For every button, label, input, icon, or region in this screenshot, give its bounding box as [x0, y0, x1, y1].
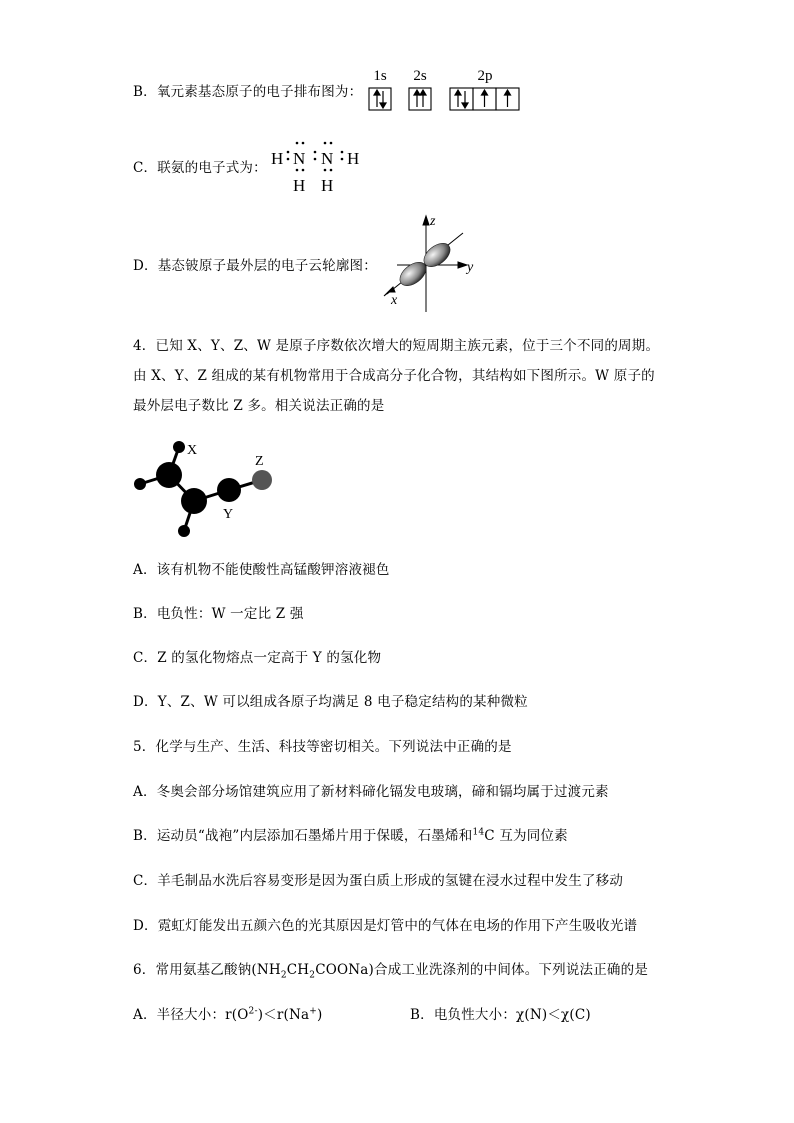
q5-option-b-isotope-mass: 14: [472, 827, 485, 838]
oxygen-orbital-diagram: [360, 66, 530, 114]
q5-option-a: A．冬奥会部分场馆建筑应用了新材料碲化镉发电玻璃，碲和镉均属于过渡元素: [133, 784, 609, 800]
q6-option-a: [133, 1005, 323, 1025]
lewis-h-left: H: [271, 149, 284, 168]
q4-option-d: D．Y、Z、W 可以组成各原子均满足 8 电子稳定结构的某种微粒: [133, 694, 528, 710]
q5-stem: 5．化学与生产、生活、科技等密切相关。下列说法中正确的是: [133, 739, 512, 755]
q6-option-a-sup-2: +: [309, 1006, 318, 1017]
orbital-box-2s: [409, 88, 431, 110]
atom-z: [252, 470, 272, 490]
q6-stem-sub-1: 2: [280, 970, 287, 981]
label-y: Y: [223, 507, 234, 522]
q6-stem-post: COONa)合成工业洗涤剂的中间体。下列说法正确的是: [315, 962, 649, 978]
lewis-n-right: N: [321, 149, 334, 168]
q6-option-a-pre: A．半径大小：r(O: [133, 1007, 249, 1023]
q3-option-c-text: C．联氨的电子式为：: [133, 160, 267, 176]
hydrazine-lewis-structure: [266, 136, 370, 198]
label-x: X: [187, 443, 198, 458]
lewis-h-right: H: [347, 149, 360, 168]
q6-option-a-mid: )＜r(Na: [257, 1007, 310, 1023]
orbital-label-1s: 1s: [373, 68, 387, 84]
q5-option-d: D．霓虹灯能发出五颜六色的光其原因是灯管中的气体在电场的作用下产生吸收光谱: [133, 918, 638, 934]
q4-option-c: C．Z 的氢化物熔点一定高于 Y 的氢化物: [133, 650, 382, 666]
q4-option-a: A．该有机物不能使酸性高锰酸钾溶液褪色: [133, 562, 390, 578]
atom-c-upper: [156, 462, 182, 488]
y-axis-label: y: [467, 260, 474, 275]
atom-h-left: [134, 478, 146, 490]
q5-option-b: [133, 826, 568, 846]
z-axis-label: z: [430, 214, 436, 229]
lewis-h-bottom-right: H: [321, 176, 334, 195]
atom-y: [217, 478, 241, 502]
orbital-label-2s: 2s: [413, 68, 427, 84]
q4-option-b: B．电负性：W 一定比 Z 强: [133, 606, 304, 622]
q5-option-b-pre: B．运动员“战袍”内层添加石墨烯片用于保暖，石墨烯和: [133, 828, 473, 844]
q5-option-c: C．羊毛制品水洗后容易变形是因为蛋白质上形成的氢键在浸水过程中发生了移动: [133, 873, 624, 889]
lewis-h-bottom-left: H: [293, 176, 306, 195]
q6-stem-mid: CH: [286, 962, 310, 978]
lewis-n-left: N: [293, 149, 306, 168]
q3-option-b-text: B．氧元素基态原子的电子排布图为：: [133, 84, 363, 100]
atom-h-bottom: [178, 525, 190, 537]
q6-option-b: B．电负性大小：χ(N)＜χ(C): [410, 1007, 591, 1023]
q6-stem-sub-2: 2: [309, 970, 316, 981]
orbital-box-2p-1: [450, 88, 473, 110]
q4-stem-line-3: 最外层电子数比 Z 多。相关说法正确的是: [133, 398, 385, 414]
q6-option-a-sup-1: 2-: [248, 1006, 258, 1017]
q4-stem-line-2: 由 X、Y、Z 组成的某有机物常用于合成高分子化合物，其结构如下图所示。W 原子的: [133, 368, 655, 384]
x-axis-label: x: [391, 293, 398, 308]
atom-c-lower: [181, 488, 207, 514]
orbital-label-2p: 2p: [477, 68, 493, 84]
q6-stem: [133, 960, 648, 980]
q3-option-d-text: D．基态铍原子最外层的电子云轮廓图：: [133, 258, 377, 274]
q3-option-b: [133, 82, 362, 102]
q6-stem-pre: 6．常用氨基乙酸钠(NH: [133, 962, 281, 978]
orbital-box-1s: [369, 88, 391, 110]
atom-x: [173, 441, 185, 453]
q4-stem-line-1: 4．已知 X、Y、Z、W 是原子序数依次增大的短周期主族元素，位于三个不同的周期。: [133, 338, 660, 354]
label-z: Z: [255, 454, 264, 469]
q6-option-a-post: ): [317, 1007, 323, 1023]
q5-option-b-post: C 互为同位素: [484, 828, 568, 844]
q3-option-c: [133, 158, 267, 178]
p-orbital-electron-cloud: [375, 210, 485, 315]
q3-option-d: [133, 256, 377, 276]
molecule-ball-stick-model: [128, 432, 288, 547]
